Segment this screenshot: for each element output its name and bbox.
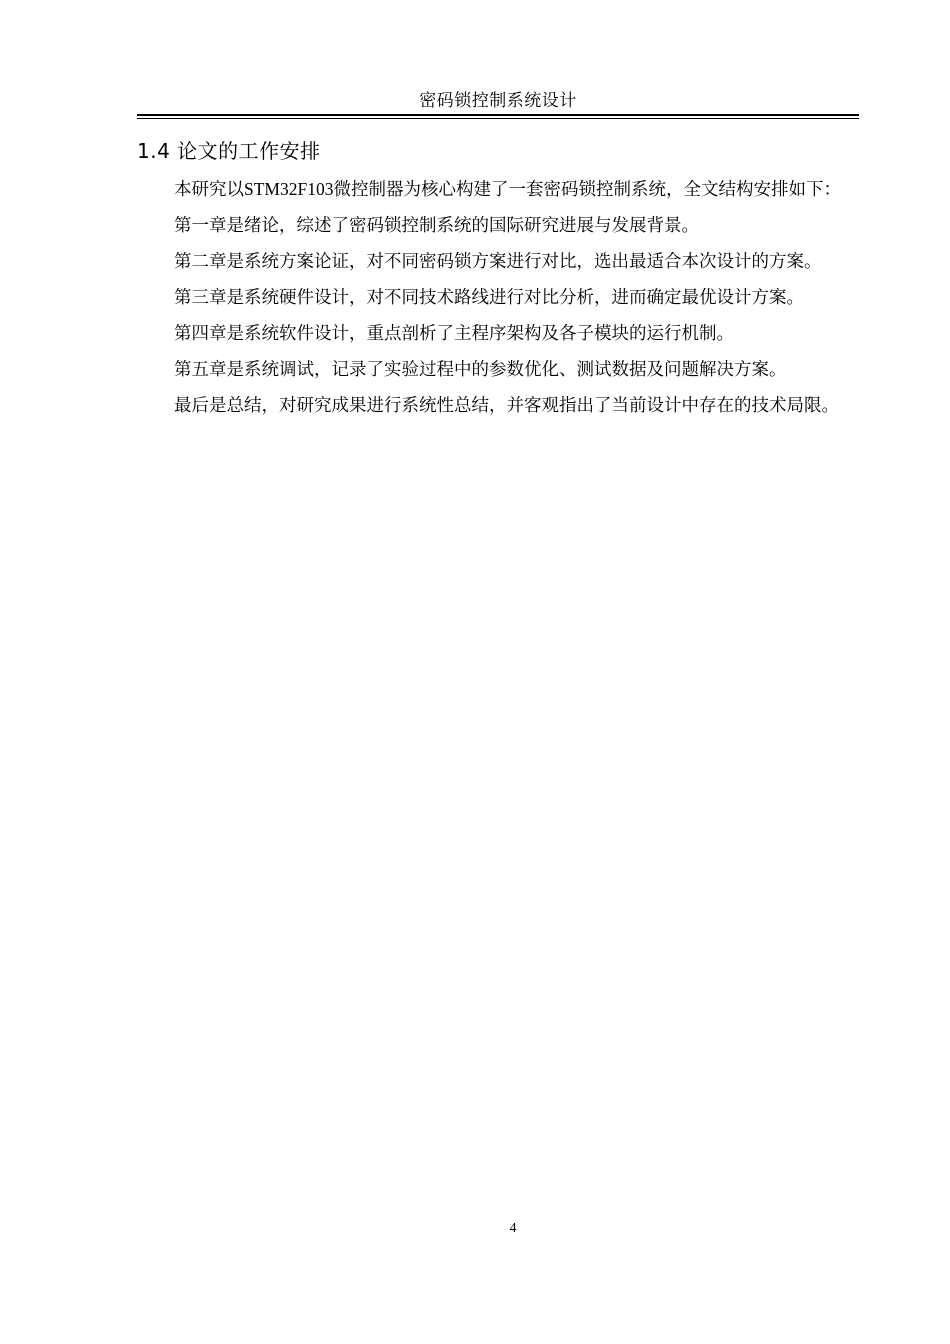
- running-header-title: 密码锁控制系统设计: [419, 91, 577, 110]
- paragraph-chapter-2: 第二章是系统方案论证，对不同密码锁方案进行对比，选出最适合本次设计的方案。: [174, 251, 822, 271]
- paragraph-chapter-3: 第三章是系统硬件设计，对不同技术路线进行对比分析，进而确定最优设计方案。: [174, 287, 804, 307]
- paragraph-summary: 最后是总结，对研究成果进行系统性总结，并客观指出了当前设计中存在的技术局限。: [174, 395, 839, 415]
- body-text: [137, 174, 859, 426]
- section-heading: 1.4 论文的工作安排: [137, 139, 321, 163]
- paragraph-chapter-5: 第五章是系统调试，记录了实验过程中的参数优化、测试数据及问题解决方案。: [174, 359, 787, 379]
- paragraph-intro: 本研究以STM32F103微控制器为核心构建了一套密码锁控制系统，全文结构安排如下：: [174, 179, 841, 199]
- paragraph-chapter-4: 第四章是系统软件设计，重点剖析了主程序架构及各子模块的运行机制。: [174, 323, 734, 343]
- header-rule-thin: [137, 118, 859, 119]
- paragraph-chapter-1: 第一章是绪论，综述了密码锁控制系统的国际研究进展与发展背景。: [174, 215, 699, 235]
- header-rule-thick: [137, 114, 859, 116]
- page-number: 4: [509, 1221, 517, 1236]
